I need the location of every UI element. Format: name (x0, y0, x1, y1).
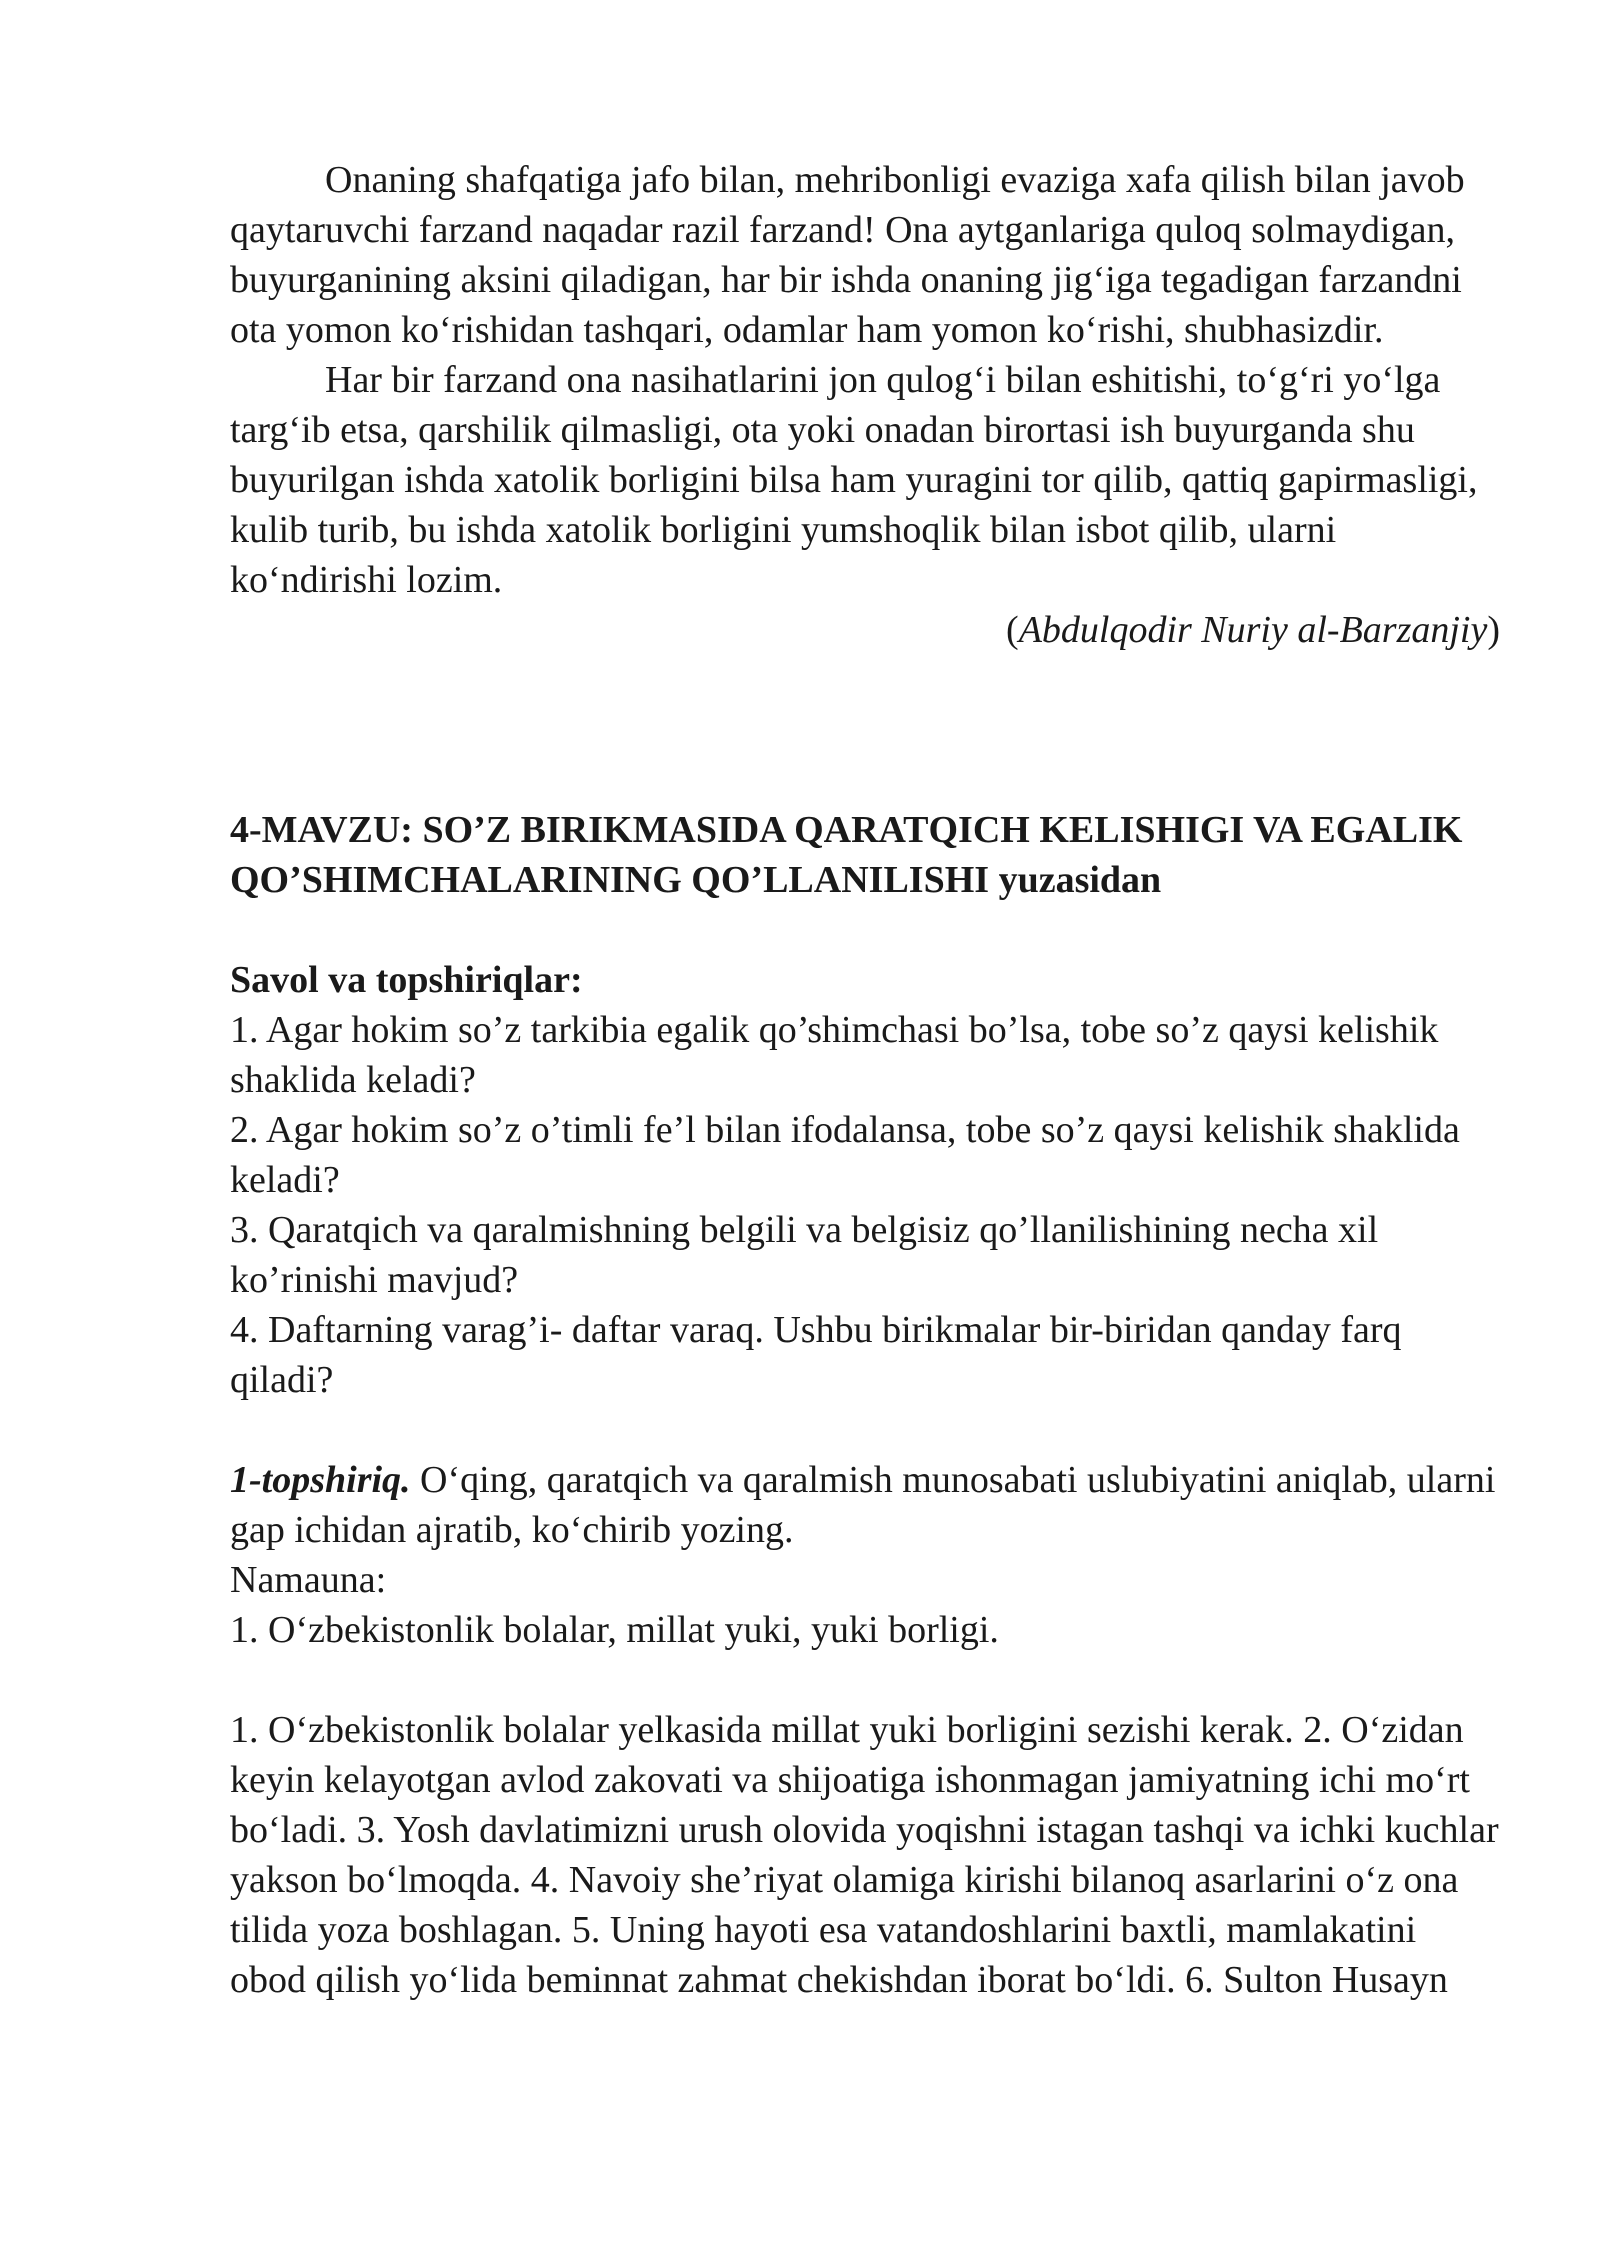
spacer (230, 1655, 1500, 1705)
topic-heading-tail: yuzasidan (989, 859, 1162, 901)
topic-heading-main: 4-MAVZU: SO’Z BIRIKMASIDA QARATQICH KELISHIGI VA EGALIK QO’SHIMCHALARINING QO’LLANILISHI (230, 809, 1463, 901)
task1-instruction (230, 1455, 1500, 1555)
attribution-close-paren: ) (1487, 609, 1500, 651)
attribution-author: Abdulqodir Nuriy al-Barzanjiy (1018, 609, 1488, 651)
topic-heading (230, 805, 1500, 905)
section-spacer (230, 655, 1500, 805)
question-item-2: 2. Agar hokim so’z o’timli fe’l bilan ifodalansa, tobe so’z qaysi kelishik shaklida keladi? (230, 1109, 1460, 1201)
sample-label: Namauna: (230, 1559, 387, 1601)
task1-instruction-text: O‘qing, qaratqich va qaralmish munosabati uslubiyatini aniqlab, ularni gap ichidan ajratib, ko‘chirib yozing. (230, 1459, 1496, 1551)
question-item-3: 3. Qaratqich va qaralmishning belgili va belgisiz qo’llanilishining necha xil ko’rinishi mavjud? (230, 1209, 1379, 1301)
spacer (230, 1405, 1500, 1455)
attribution-line (230, 605, 1500, 655)
passage-paragraph-1: Onaning shafqatiga jafo bilan, mehribonligi evaziga xafa qilish bilan javob qaytaruvchi farzand naqadar razil farzand! Ona aytganlariga quloq solmaydigan, buyurganining aksini qiladigan, har bir ishda onaning jig‘iga tegadigan farzandni ota yomon ko‘rishidan tashqari, odamlar ham yomon ko‘rishi, shubhasizdir. (230, 159, 1465, 351)
sample-text: 1. O‘zbekistonlik bolalar, millat yuki, yuki borligi. (230, 1609, 999, 1651)
document-page (230, 155, 1500, 2005)
questions-title: Savol va topshiriqlar: (230, 959, 583, 1001)
attribution-open-paren: ( (1006, 609, 1019, 651)
task1-label: 1-topshiriq. (230, 1459, 411, 1501)
task1-text: 1. O‘zbekistonlik bolalar yelkasida millat yuki borligini sezishi kerak. 2. O‘zidan keyin kelayotgan avlod zakovati va shijoatiga ishonmagan jamiyatning ichi mo‘rt bo‘ladi. 3. Yosh davlatimizni urush olovida yoqishni istagan tashqi va ichki kuchlar yakson bo‘lmoqda. 4. Navoiy she’riyat olamiga kirishi bilanoq asarlarini o‘z ona tilida yoza boshlagan. 5. Uning hayoti esa vatandoshlarini baxtli, mamlakatini obod qilish yo‘lida beminnat zahmat chekishdan iborat bo‘ldi. 6. Sulton Husayn (230, 1709, 1499, 2001)
question-item-1: 1. Agar hokim so’z tarkibia egalik qo’shimchasi bo’lsa, tobe so’z qaysi kelishik shaklida keladi? (230, 1009, 1439, 1101)
passage-paragraph-2: Har bir farzand ona nasihatlarini jon qulog‘i bilan eshitishi, to‘g‘ri yo‘lga targ‘ib etsa, qarshilik qilmasligi, ota yoki onadan birortasi ish buyurganda shu buyurilgan ishda xatolik borligini bilsa ham yuragini tor qilib, qattiq gapirmasligi, kulib turib, bu ishda xatolik borligini yumshoqlik bilan isbot qilib, ularni ko‘ndirishi lozim. (230, 359, 1478, 601)
spacer (230, 905, 1500, 955)
question-item-4: 4. Daftarning varag’i- daftar varaq. Ushbu birikmalar bir-biridan qanday farq qiladi? (230, 1309, 1402, 1401)
